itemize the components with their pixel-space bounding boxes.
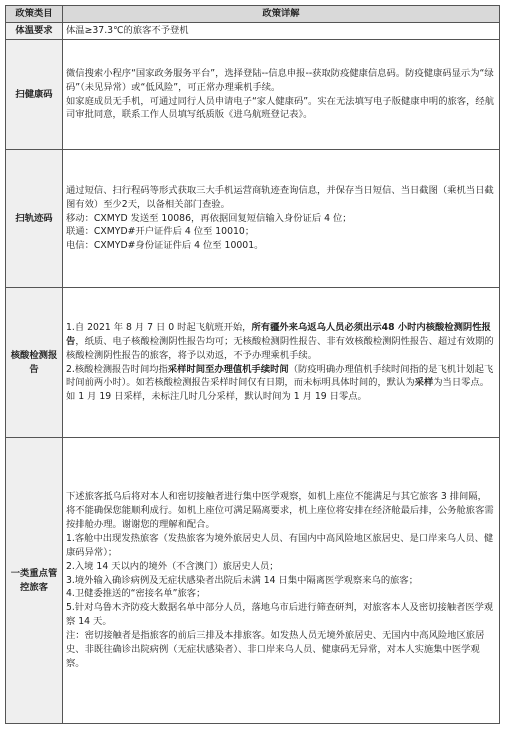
trip-code-para-1: 通过短信、扫行程码等形式获取三大手机运营商轨迹查询信息，并保存当日短信、当日截图（乘机当日截图有效）至少2天，以备相关部门查验。 bbox=[66, 184, 494, 210]
quarantine-item: 1.客舱中出现发热旅客（发热旅客为境外旅居史人员、有国内中高风险地区旅居史、是口岸来乌人员、健康码异常）； bbox=[66, 532, 494, 558]
nucleic-p2-bold-1: 采样时间至办理值机手续时间 bbox=[167, 363, 289, 375]
nucleic-para-2 bbox=[66, 363, 496, 405]
row-nucleic bbox=[6, 288, 500, 438]
category-temperature: 体温要求 bbox=[6, 23, 63, 40]
row-trip-code bbox=[6, 150, 500, 288]
nucleic-p2-mid: （防疫明确办理值机手续时间指的是飞机计划起飞时间前两小时）。如若核酸检测报告采样时间仅有日期，而未标明具体时间的，默认为 bbox=[66, 363, 494, 389]
row-quarantine bbox=[6, 438, 500, 724]
quarantine-item: 5.针对乌鲁木齐防疫大数据名单中部分人员，落地乌市后进行筛查研判，对旅客本人及密切接触者医学观察 14 天。 bbox=[66, 602, 494, 628]
trip-code-mobile: 移动：CXMYD 发送至 10086，再依据回复短信输入身份证后 4 位； bbox=[66, 212, 352, 224]
health-code-para-2: 如家庭成员无手机，可通过同行人员申请电子“家人健康码”。实在无法填写电子版健康申明的旅客，经航司审批同意，联系工作人员填写纸质版《进乌航班登记表》。 bbox=[66, 95, 494, 121]
category-health-code: 扫健康码 bbox=[6, 40, 63, 150]
policy-table-wrapper bbox=[5, 5, 500, 724]
nucleic-p1-tail: ，纸质、电子核酸检测阴性报告均可；无核酸检测阴性报告、非有效核酸检测阴性报告、超过有效期的核酸检测阴性报告的旅客，将予以劝返，不予办理乘机手续。 bbox=[66, 335, 494, 361]
nucleic-p1-bold: 所有疆外来乌返乌人员必须出示48 小时内核酸检测阴性报告 bbox=[66, 321, 491, 347]
health-code-para-1: 微信搜索小程序“国家政务服务平台”，选择登陆--信息申报--获取防疫健康信息码。防疫健康码显示为“绿码”（未见异常）或“低风险”，可正常办理乘机手续。 bbox=[66, 67, 494, 93]
nucleic-p2-tail: 为当日零点。如 1 月 19 日采样，未标注几时几分采样，默认时间为 1 月 19 日零点。 bbox=[66, 377, 490, 403]
header-detail: 政策详解 bbox=[63, 6, 500, 23]
trip-code-unicom: 联通：CXMYD#开户证件后 4 位至 10010； bbox=[66, 226, 255, 238]
row-health-code bbox=[6, 40, 500, 150]
nucleic-p2-bold-2: 采样 bbox=[414, 377, 434, 389]
detail-health-code bbox=[63, 40, 500, 150]
quarantine-note: 注：密切接触者是指旅客的前后三排及本排旅客。如发热人员无境外旅居史、无国内中高风险地区旅居史、非既往确诊出院病例（无症状感染者）、非口岸来乌人员、健康码无异常，对本人实施集中医学观察。 bbox=[66, 630, 485, 670]
row-temperature bbox=[6, 23, 500, 40]
quarantine-intro: 下述旅客抵乌后将对本人和密切接触者进行集中医学观察，如机上座位不能满足与其它旅客 3 排间隔，将不能确保您能顺利成行。如机上座位可满足隔离要求，机上座位将安排在经济舱最后排，公务舱旅客需按排舱办理。谢谢您的理解和配合。 bbox=[66, 490, 494, 530]
nucleic-p1-lead: 1.自 2021 年 8 月 7 日 0 时起飞航班开始， bbox=[66, 321, 252, 333]
trip-code-telecom: 电信：CXMYD#身份证证件后 4 位至 10001。 bbox=[66, 240, 264, 252]
category-nucleic: 核酸检测报告 bbox=[6, 288, 63, 438]
detail-temperature: 体温≥37.3℃的旅客不予登机 bbox=[63, 23, 500, 40]
quarantine-item: 4.卫健委推送的“密接名单”旅客； bbox=[66, 588, 206, 600]
category-quarantine: 一类重点管控旅客 bbox=[6, 438, 63, 724]
quarantine-item: 2.入境 14 天以内的境外（不含澳门）旅居史人员； bbox=[66, 560, 279, 572]
nucleic-para-1 bbox=[66, 321, 496, 363]
table-header-row bbox=[6, 6, 500, 23]
detail-quarantine bbox=[63, 438, 500, 724]
nucleic-p2-lead: 2.核酸检测报告时间均指 bbox=[66, 363, 168, 375]
header-category: 政策类目 bbox=[6, 6, 63, 23]
detail-trip-code bbox=[63, 150, 500, 288]
category-trip-code: 扫轨迹码 bbox=[6, 150, 63, 288]
detail-nucleic bbox=[63, 288, 500, 438]
policy-table bbox=[5, 5, 500, 724]
quarantine-item: 3.境外输入确诊病例及无症状感染者出院后未满 14 日集中隔离医学观察来乌的旅客； bbox=[66, 574, 419, 586]
